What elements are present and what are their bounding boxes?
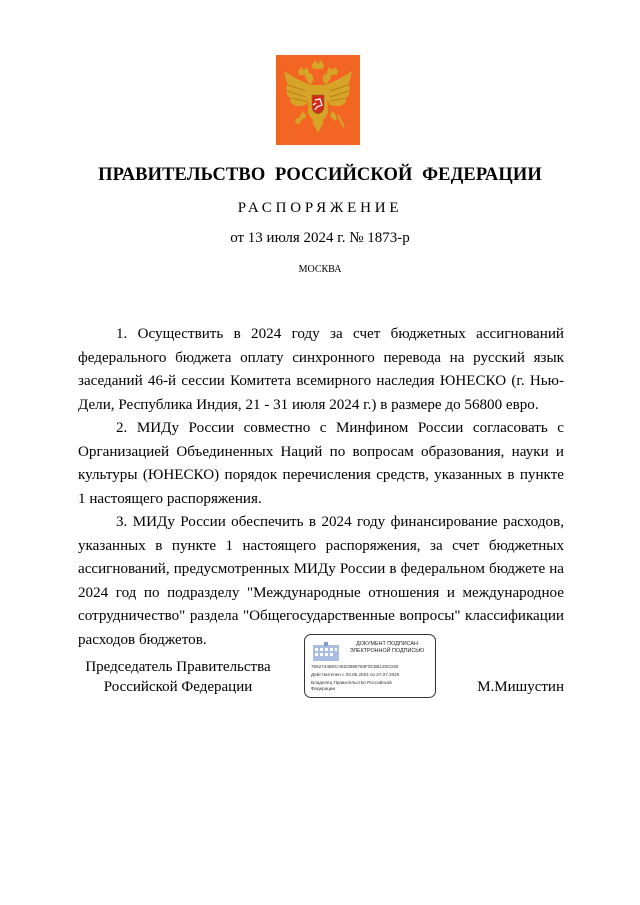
document-city: МОСКВА (298, 264, 342, 275)
document-type: РАСПОРЯЖЕНИЕ (237, 200, 403, 216)
position-line-1: Председатель Правительства (85, 659, 271, 675)
document-body (78, 323, 564, 652)
position-line-2: Российской Федерации (103, 679, 253, 695)
paragraph-2: 2. МИДу России совместно с Минфином России согласовать с Организацией Объединенных Наций по вопросам образования, науки и культуры (ЮНЕСКО) порядок перечисления средств, указанных в пункте 1 настоящего распоряжения. (78, 420, 564, 507)
document-date-number: от 13 июля 2024 г. № 1873-р (230, 230, 410, 246)
stamp-title (341, 641, 433, 655)
government-title: ПРАВИТЕЛЬСТВО РОССИЙСКОЙ ФЕДЕРАЦИИ (98, 165, 542, 185)
paragraph-1: 1. Осуществить в 2024 году за счет бюджетных ассигнований федерального бюджета оплату синхронного перевода на русский язык заседаний 46-й сессии Комитета всемирного наследия ЮНЕСКО (г. Нью-Дели, Республика Индия, 21 - 31 июля 2024 г.) в размере до 56800 евро. (78, 326, 564, 413)
stamp-owner-line-1: Владелец Правительство Российской (311, 680, 392, 685)
coat-of-arms-emblem (276, 55, 360, 145)
electronic-signature-stamp (304, 634, 436, 698)
stamp-owner-line-2: Федерации (311, 686, 336, 691)
stamp-title-line-2: ЭЛЕКТРОННОЙ ПОДПИСЬЮ (349, 648, 425, 654)
stamp-title-line-1: ДОКУМЕНТ ПОДПИСАН (356, 641, 418, 647)
stamp-validity: Действителен с 03.05.2024 по 27.07.2025 (311, 672, 400, 677)
signatory-position (78, 657, 278, 697)
building-icon (311, 641, 341, 663)
paragraph-3: 3. МИДу России обеспечить в 2024 году финансирование расходов, указанных в пункте 1 настоящего распоряжения, за счет бюджетных ассигнований, предусмотренных МИДу России в федеральном бюджете на 2024 год по подразделу "Международные отношения и международное сотрудничество" раздела "Общегосударственные вопросы" классификации расходов бюджетов. (78, 514, 564, 648)
signatory-name: М.Мишустин (477, 679, 564, 695)
stamp-certificate: 7662744B0CAED3996783F0CB8125C036 (311, 664, 399, 669)
russian-coat-of-arms-icon (276, 55, 360, 145)
